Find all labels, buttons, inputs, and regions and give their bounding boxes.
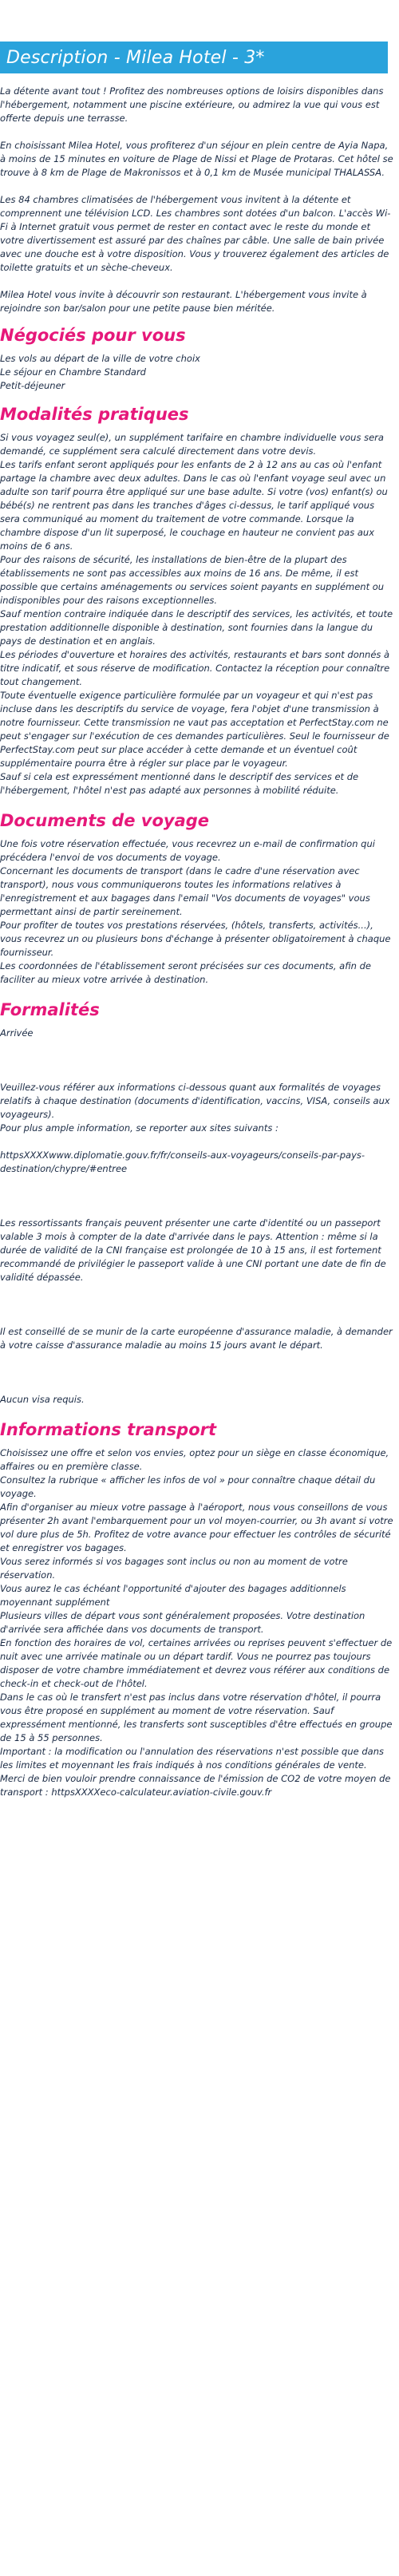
section-paragraph: Milea Hotel vous invite à découvrir son restaurant. L'hébergement vous invite à rejoindre son bar/salon pour une petite pause bien méritée. xyxy=(0,289,370,314)
heading-negocies: Négociés pour vous xyxy=(0,326,186,345)
section-paragraph: En choisissant Milea Hotel, vous profiterez d'un séjour en plein centre de Ayia Napa, à moins de 15 minutes en voiture de Plage de Nissi et Plage de Protaras. Cet hôtel se trouve à 8 km de Plage de Makronissos et à 0,1 km de Musée municipal THALASSA. xyxy=(0,140,397,178)
section-paragraph: Les vols au départ de la ville de votre choix Le séjour en Chambre Standard Petit-déjeuner xyxy=(0,353,200,391)
page xyxy=(0,42,399,1799)
heading-formalites: Formalités xyxy=(0,1000,100,1019)
description-content xyxy=(0,85,399,1799)
section-paragraph: Les 84 chambres climatisées de l'hébergement vous invitent à la détente et comprennent une télévision LCD. Les chambres sont dotées d'un balcon. L'accès Wi-Fi à Internet gratuit vous permet de rester en contact avec le reste du monde et votre divertissement est assuré par des chaînes par câble. Une salle de bain privée avec une douche est à votre disposition. Vous y trouverez également des articles de toilette gratuits et un sèche-cheveux. xyxy=(0,194,393,273)
section-paragraph: Une fois votre réservation effectuée, vous recevrez un e-mail de confirmation qui précédera l'envoi de vos documents de voyage. Concernant les documents de transport (dans le cadre d'une réservation avec transport), nous vous communiquerons toutes les informations relatives à l'enregistrement et aux bagages dans l'email "Vos documents de voyages" vous permettant ainsi de partir sereinement. Pour profiter de toutes vos prestations réservées, (hôtels, transferts, activités...), vous recevrez un ou plusieurs bons d'échange à présenter obligatoirement à chaque fournisseur. Les coordonnées de l'établissement seront précisées sur ces documents, afin de faciliter au mieux votre arrivée à destination. xyxy=(0,838,391,985)
section-paragraph: Choisissez une offre et selon vos envies, optez pour un siège en classe économique, affaires ou en première classe. Consultez la rubrique « afficher les infos de vol » pour connaître chaque détail du voyage. Afin d'organiser au mieux votre passage à l'aéroport, nous vous conseillons de vous présenter 2h avant l'embarquement pour un vol moyen-courrier, ou 3h avant si votre vol dure plus de 5h. Profitez de votre avance pour effectuer les contrôles de sécurité et enregistrer vos bagages. Vous serez informés si vos bagages sont inclus ou non au moment de votre réservation. Vous aurez le cas échéant l'opportunité d'ajouter des bagages additionnels moyennant supplément Plusieurs villes de départ vous sont généralement proposées. Votre destination d'arrivée sera affichée dans vos documents de transport. En fonction des horaires de vol, certaines arrivées ou reprises peuvent s'effectuer de nuit avec une arrivée matinale ou un départ tardif. Vous ne pourrez pas toujours disposer de votre chambre immédiatement et devrez vous référer aux conditions de check-in et check-out de l'hôtel. Dans le cas où le transfert n'est pas inclus dans votre réservation d'hôtel, il pourra vous être proposé en supplément au moment de votre réservation. Sauf expressément mentionné, les transferts sont susceptibles d'être effectués en groupe de 15 à 55 personnes. Important : la modification ou l'annulation des réservations n'est possible que dans les limites et moyennant les frais indiqués à nos conditions générales de vente. Merci de bien vouloir prendre connaissance de l'émission de CO2 de votre moyen de transport : httpsXXXXeco-calculateur.aviation-civile.gouv.fr xyxy=(0,1447,393,1798)
heading-modalites: Modalités pratiques xyxy=(0,405,189,424)
description-banner xyxy=(0,42,388,73)
section-paragraph: Si vous voyagez seul(e), un supplément tarifaire en chambre individuelle vous sera demandé, ce supplément sera calculé directement dans votre devis. Les tarifs enfant seront appliqués pour les enfants de 2 à 12 ans au cas où l'enfant partage la chambre avec deux adultes. Dans le cas où l'enfant voyage seul avec un adulte son tarif pourra être appliqué sur une base adulte. Si votre (vos) enfant(s) ou bébé(s) ne rentrent pas dans les tranches d'âges ci-dessus, le tarif appliqué vous sera communiqué au moment du traitement de votre commande. Lorsque la chambre dispose d'un lit superposé, le couchage en hauteur ne convient pas aux moins de 6 ans. Pour des raisons de sécurité, les installations de bien-être de la plupart des établissements ne sont pas accessibles aux moins de 16 ans. De même, il est possible que certains aménagements ou services soient payants en supplément ou indisponibles pour des raisons exceptionnelles. Sauf mention contraire indiquée dans le descriptif des services, les activités, et toute prestation additionnelle disponible à destination, sont fournies dans la langue du pays de destination et en anglais. Les périodes d'ouverture et horaires des activités, restaurants et bars sont donnés à titre indicatif, et sous réserve de modification. Contactez la réception pour connaître tout changement. Toute éventuelle exigence particulière formulée par un voyageur et qui n'est pas incluse dans les descriptifs du service de voyage, fera l'objet d'une transmission à notre fournisseur. Cette transmission ne vaut pas acceptation et PerfectStay.com ne peut s'engager sur l'exécution de ces demandes particulières. Seul le fournisseur de PerfectStay.com peut sur place accéder à cette demande et un éventuel coût supplémentaire pourra être à régler sur place par le voyageur. Sauf si cela est expressément mentionné dans le descriptif des services et de l'hébergement, l'hôtel n'est pas adapté aux personnes à mobilité réduite. xyxy=(0,432,393,796)
banner-title: Description - Milea Hotel - 3* xyxy=(6,47,265,68)
heading-documents: Documents de voyage xyxy=(0,811,210,830)
section-paragraph: La détente avant tout ! Profitez des nombreuses options de loisirs disponibles dans l'hébergement, notamment une piscine extérieure, ou admirez la vue qui vous est offerte depuis une terrasse. xyxy=(0,85,387,124)
heading-transport: Informations transport xyxy=(0,1420,217,1439)
section-paragraph: Arrivée Veuillez-vous référer aux informations ci-dessous quant aux formalités de voyages relatifs à chaque destination (documents d'identification, vaccins, VISA, conseils aux voyageurs). Pour plus ample information, se reporter aux sites suivants : httpsXXXXwww.diplomatie.gouv.fr/fr/conseils-aux-voyageurs/conseils-par-pays-destination/chypre/#entree Les ressortissants français peuvent présenter une carte d'identité ou un passeport valable 3 mois à compter de la date d'arrivée dans le pays. Attention : même si la durée de validité de la CNI française est prolongée de 10 à 15 ans, il est fortement recommandé de privilégier le passeport valide à une CNI portant une date de fin de validité dépassée. Il est conseillé de se munir de la carte européenne d'assurance maladie, à demander à votre caisse d'assurance maladie au moins 15 jours avant le départ. Aucun visa requis. xyxy=(0,1027,393,1405)
